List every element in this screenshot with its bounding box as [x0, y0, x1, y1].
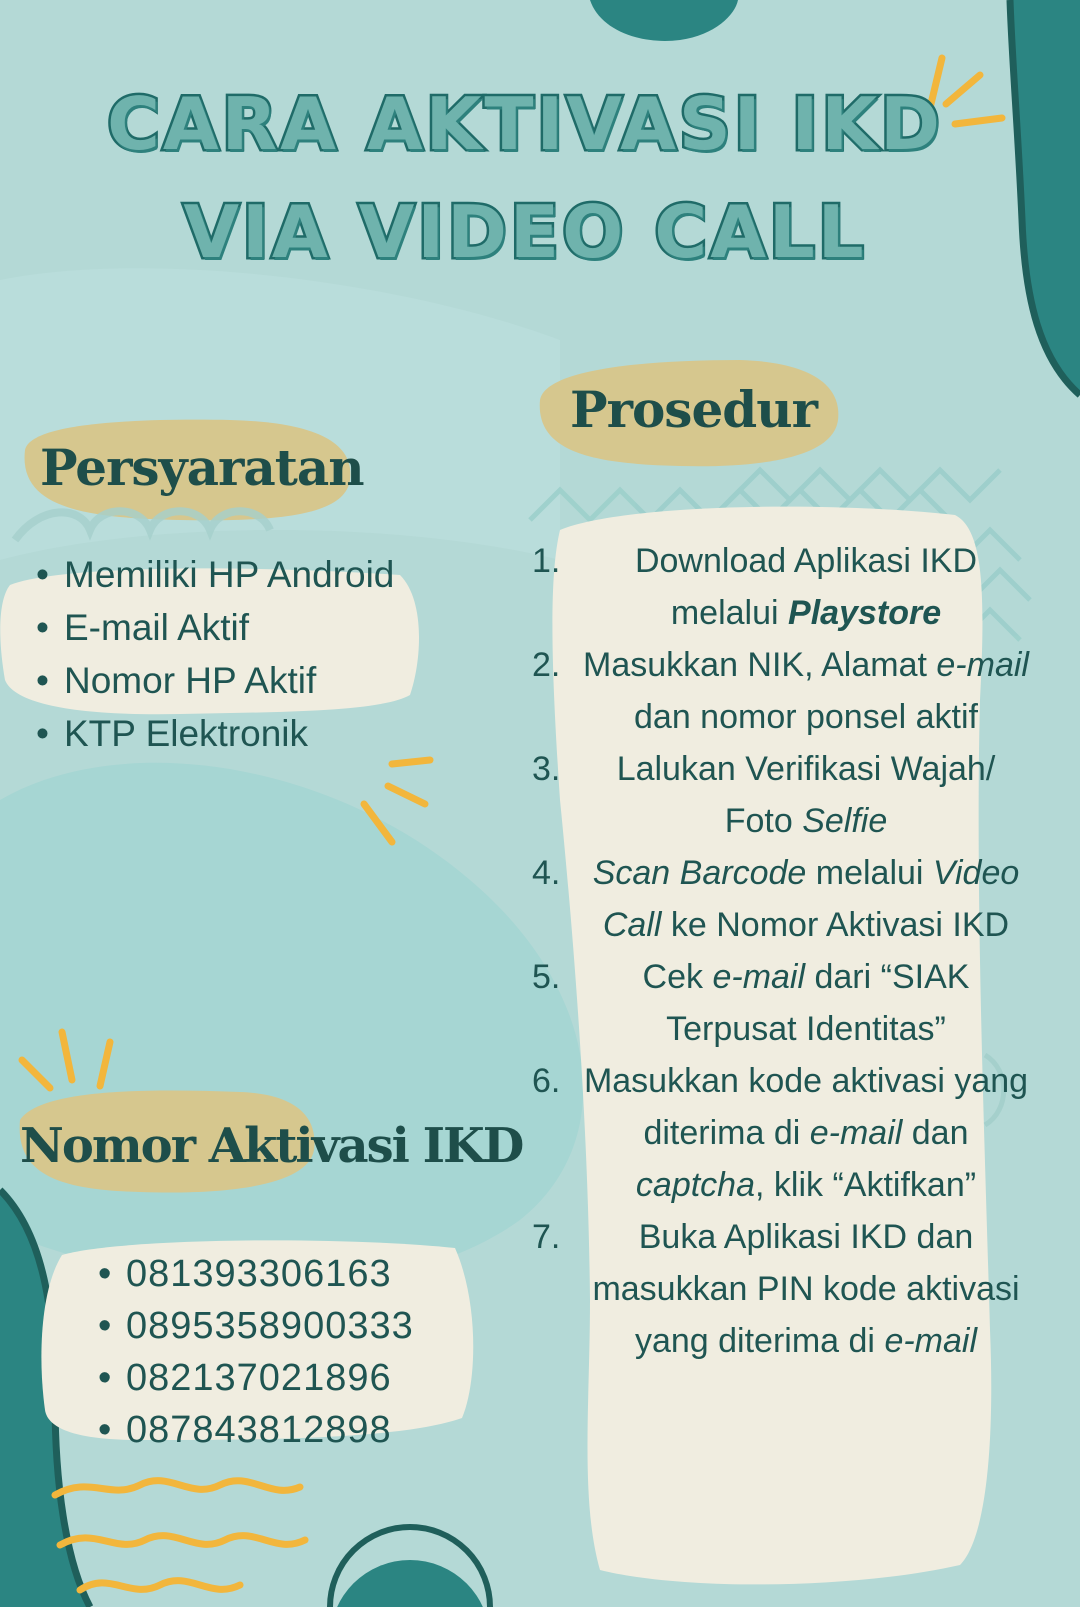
- step-text: [580, 1055, 1032, 1211]
- phone-number: • 087843812898: [98, 1404, 414, 1456]
- step-text-run: Playstore: [788, 594, 942, 632]
- procedure-step: [532, 847, 1032, 951]
- step-text: [580, 1211, 1032, 1367]
- phone-number-list: [98, 1248, 414, 1456]
- procedure-steps: [532, 535, 1032, 1367]
- step-text-run: e-mail: [884, 1322, 978, 1360]
- step-text-run: Cek: [642, 958, 713, 996]
- step-text-run: dan: [902, 1114, 969, 1152]
- procedure-step: [532, 639, 1032, 743]
- step-text-run: Masukkan kode aktivasi yang diterima di: [583, 1062, 1029, 1152]
- teal-circle-bottom: [330, 1560, 490, 1607]
- phone-number: • 081393306163: [98, 1248, 414, 1300]
- step-number: 4.: [532, 854, 561, 892]
- step-number: 5.: [532, 958, 561, 996]
- step-text-run: captcha: [635, 1166, 756, 1204]
- procedure-step: [532, 743, 1032, 847]
- phone-number: • 0895358900333: [98, 1300, 414, 1352]
- step-text-run: melalui: [806, 854, 933, 892]
- step-text-run: Masukkan NIK, Alamat: [583, 646, 937, 684]
- step-number: 7.: [532, 1218, 561, 1256]
- step-text-run: e-mail: [936, 646, 1029, 684]
- step-text-run: dan nomor ponsel aktif: [634, 698, 978, 736]
- procedure-step: [532, 951, 1032, 1055]
- requirement-item: • KTP Elektronik: [36, 707, 394, 760]
- background-blob-mid: [0, 763, 583, 1285]
- step-text-run: Selfie: [802, 802, 888, 840]
- step-text-run: Buka Aplikasi IKD dan masukkan PIN kode aktivasi yang diterima di: [592, 1218, 1020, 1360]
- requirement-item: • E-mail Aktif: [36, 601, 394, 654]
- step-number: 6.: [532, 1062, 561, 1100]
- step-text-run: , klik “Aktifkan”: [755, 1166, 977, 1204]
- title-line-2: VIA VIDEO CALL: [183, 190, 867, 274]
- wavy-lines: [55, 1481, 305, 1590]
- persyaratan-heading: Persyaratan: [40, 438, 364, 497]
- requirement-item: • Nomor HP Aktif: [36, 654, 394, 707]
- phone-number: • 082137021896: [98, 1352, 414, 1404]
- step-text-run: Download Aplikasi IKD melalui: [634, 542, 978, 632]
- step-text-run: Lalukan Verifikasi Wajah/ Foto: [616, 750, 996, 840]
- step-text-run: Video Call: [602, 854, 1020, 944]
- step-text-run: e-mail: [809, 1114, 903, 1152]
- step-text: [580, 743, 1032, 847]
- title-line-1: CARA AKTIVASI IKD: [107, 82, 943, 166]
- step-text: [580, 639, 1032, 743]
- prosedur-heading: Prosedur: [570, 380, 817, 439]
- nomor-heading: Nomor Aktivasi IKD: [20, 1118, 523, 1174]
- requirements-list: [36, 548, 394, 760]
- step-text-run: dari “SIAK Terpusat Identitas”: [666, 958, 970, 1048]
- procedure-step: [532, 535, 1032, 639]
- step-text-run: e-mail: [712, 958, 806, 996]
- step-text-run: ke Nomor Aktivasi IKD: [661, 906, 1010, 944]
- step-text-run: Scan Barcode: [592, 854, 807, 892]
- step-number: 2.: [532, 646, 561, 684]
- step-text: [580, 951, 1032, 1055]
- procedure-step: [532, 1055, 1032, 1211]
- step-text: [580, 847, 1032, 951]
- step-text: [580, 535, 1032, 639]
- teal-circle-top: [590, 0, 738, 41]
- requirement-item: • Memiliki HP Android: [36, 548, 394, 601]
- step-number: 3.: [532, 750, 561, 788]
- procedure-step: [532, 1211, 1032, 1367]
- step-number: 1.: [532, 542, 561, 580]
